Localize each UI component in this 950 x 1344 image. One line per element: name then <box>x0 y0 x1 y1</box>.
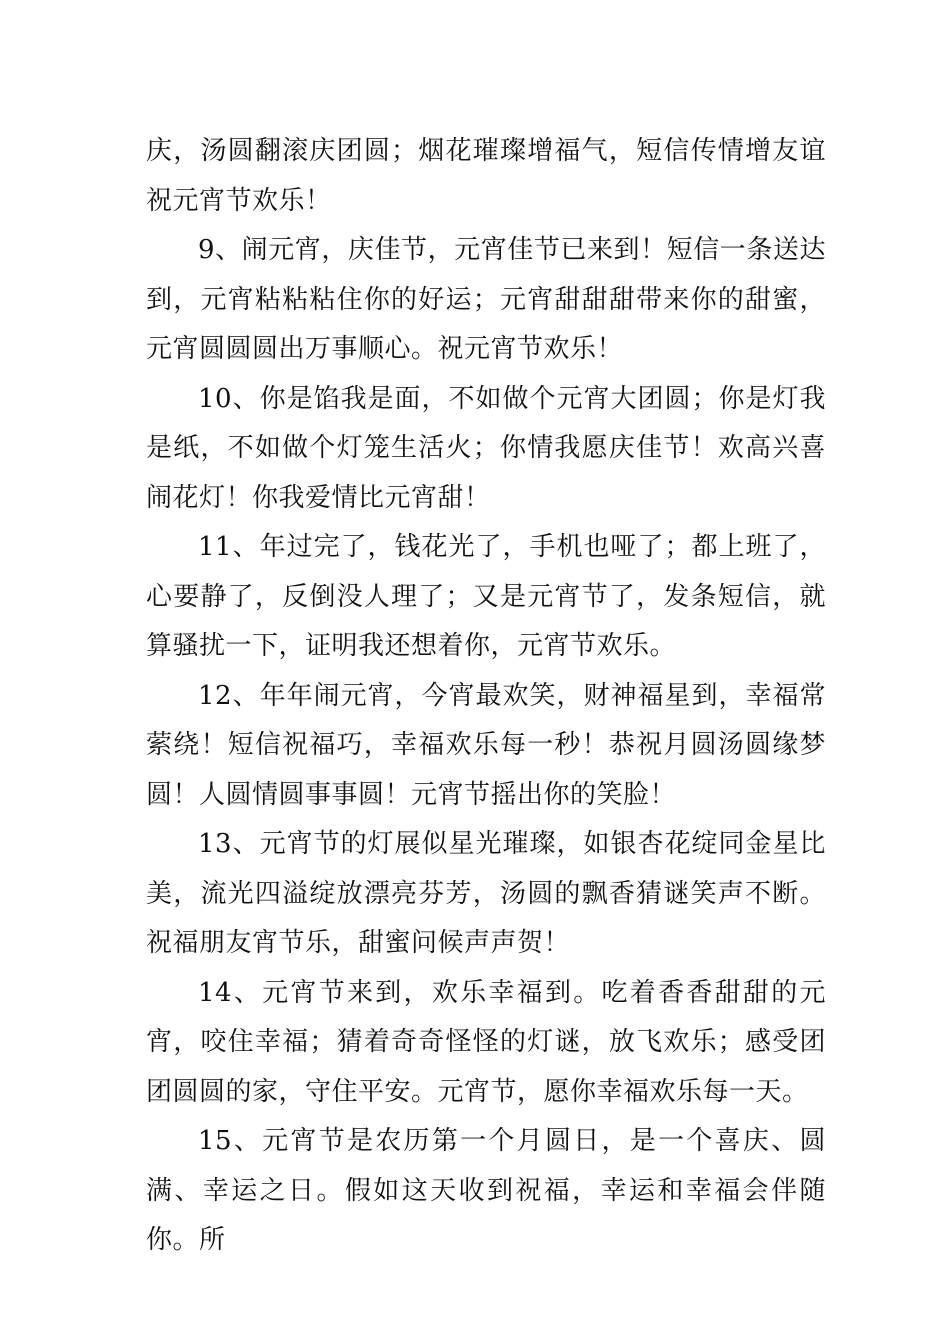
document-body <box>146 127 826 1266</box>
paragraph-12: 12、年年闹元宵，今宵最欢笑，财神福星到，幸福常萦绕！短信祝福巧，幸福欢乐每一秒！恭祝月圆汤圆缘梦圆！人圆情圆事事圆！元宵节摇出你的笑脸！ <box>146 680 826 810</box>
paragraph-9: 9、闹元宵，庆佳节，元宵佳节已来到！短信一条送达到，元宵粘粘粘住你的好运；元宵甜甜甜带来你的甜蜜，元宵圆圆圆出万事顺心。祝元宵节欢乐！ <box>146 235 826 364</box>
paragraph-11: 11、年过完了，钱花光了，手机也哑了；都上班了，心要静了，反倒没人理了；又是元宵节了，发条短信，就算骚扰一下，证明我还想着你，元宵节欢乐。 <box>146 532 826 661</box>
paragraph-continuation: 庆，汤圆翻滚庆团圆；烟花璀璨增福气，短信传情增友谊祝元宵节欢乐！ <box>146 136 826 216</box>
paragraph-15: 15、元宵节是农历第一个月圆日，是一个喜庆、圆满、幸运之日。假如这天收到祝福，幸运和幸福会伴随你。所 <box>146 1126 826 1255</box>
paragraph-14: 14、元宵节来到，欢乐幸福到。吃着香香甜甜的元宵，咬住幸福；猜着奇奇怪怪的灯谜，放飞欢乐；感受团团圆圆的家，守住平安。元宵节，愿你幸福欢乐每一天。 <box>146 977 826 1107</box>
paragraph-10: 10、你是馅我是面，不如做个元宵大团圆；你是灯我是纸，不如做个灯笼生活火；你情我愿庆佳节！欢高兴喜闹花灯！你我爱情比元宵甜！ <box>146 383 826 513</box>
paragraph-13: 13、元宵节的灯展似星光璀璨，如银杏花绽同金星比美，流光四溢绽放漂亮芬芳，汤圆的飘香猜谜笑声不断。祝福朋友宵节乐，甜蜜问候声声贺！ <box>146 829 826 958</box>
